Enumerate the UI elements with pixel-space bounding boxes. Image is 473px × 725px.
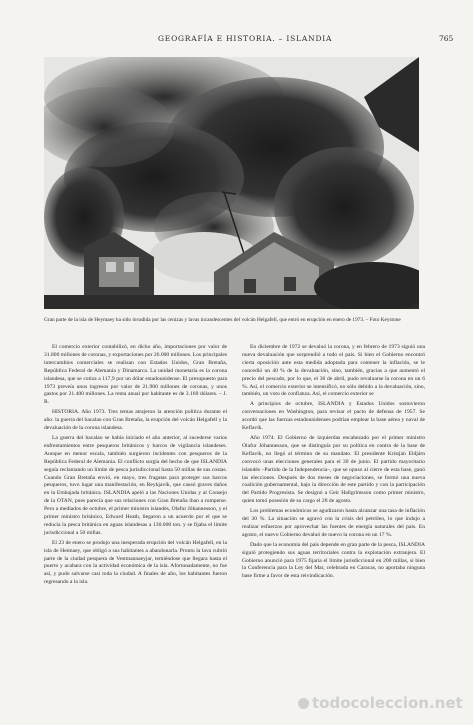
page-number: 765 — [439, 34, 454, 43]
volcano-photo-illustration — [44, 57, 419, 309]
paragraph: La guerra del bacalao se había iniciado el año anterior, al sucederse varios enfrentamientos entre pesqueros británicos y barcos de vigilancia islandeses. Aunque en menor escala, también surgieron incidentes con pesqueros de la República Federal de Alemania. El conflicto surgía del hecho de que ISLANDIA seguía reclamando un límite de pesca jurisdiccional hasta 50 millas de sus costas. Cuando Gran Bretaña envió, en mayo, tres fragatas para proteger sus barcos pesqueros, tuvo lugar una manifestación, en Reykjavík, que causó graves daños en la Embajada británica. ISLANDIA apeló a las Naciones Unidas y al Consejo de la OTAN, pues parecía que sus relaciones con Gran Bretaña iban a romperse. Pero a mediados de octubre, el primer ministro islandés, Olafur Jóhannesson, y el primer ministro británico, Edward Heath, llegaron a un acuerdo por el que se reducía la pesca británica en aguas islandesas a 130.000 ton. y se fijaba el límite jurisdiccional a 50 millas. — [44, 434, 227, 536]
left-column — [44, 344, 227, 589]
paragraph: A principios de octubre, ISLANDIA y Estados Unidos sostuvieron conversaciones en Washington, para revisar el pacto de defensa de 1957. Se acordó que las fuerzas estadounidenses podrían emplear la base aérea y naval de Keflavík. — [242, 401, 425, 432]
watermark — [298, 694, 463, 712]
paragraph: El 23 de enero se produjo una inesperada erupción del volcán Helgafell, en la isla de Heimaey, que obligó a sus habitantes a abandonarla. Pronto la lava cubrió parte de la ciudad pesquera de Vestmannaeyjar, temiéndose que llegara hasta el puerto y acabara con la actividad económica de la isla. Afortunadamente, no fue así, y pudo salvarse casi toda la ciudad. A finales de año, los habitantes fueron regresando a la isla. — [44, 539, 227, 586]
volcano-photo — [44, 57, 419, 309]
paragraph: HISTORIA. Año 1973. Tres temas atrajeron la atención política durante el año: la guerra del bacalao con Gran Bretaña, la erupción del volcán Helgafell y la devaluación de la corona islandesa. — [44, 409, 227, 432]
running-header: GEOGRAFÍA E HISTORIA. – ISLANDIA — [158, 34, 333, 43]
paragraph: Dado que la economía del país depende en gran parte de la pesca, ISLANDIA siguió protegiendo sus aguas territoriales contra la explotación extranjera. El Gobierno anunció para 1975 fijaría el límite jurisdiccional en 200 millas, si bien la Conferencia para la Ley del Mar, celebrada en Caracas, no aportaba ninguna base firme a favor de esta reivindicación. — [242, 541, 425, 580]
right-column — [242, 344, 425, 583]
watermark-text: todocoleccion.net — [312, 694, 463, 712]
paragraph: Año 1974. El Gobierno de izquierdas encabezado por el primer ministro Olafur Jóhannesson, que se distinguía por su política en contra de la base de Keflavík, no llegó al término de su mandato. El presidente Kristján Eldjárn convocó unas elecciones generales para el 30 de junio. El partido mayoritario islandés –Partido de la Independencia–, que se opuso al cierre de esta base, ganó las elecciones. Después de dos meses de negociaciones, se formó una nueva coalición gubernamental, bajo la dirección de este partido y con la participación del Partido Progresista. Se designó a Geir Hallgrímsson como primer ministro, quien tomó posesión de su cargo el 28 de agosto. — [242, 434, 425, 505]
paragraph: El comercio exterior contabilizó, en dicho año, importaciones por valor de 31.800 millones de coronas, y exportaciones por 26.000 millones. Los principales intercambios comerciales se realizan con Estados Unidos, Gran Bretaña, República Federal de Alemania y Dinamarca. La unidad monetaria es la corona islandesa, que se cotiza a 117,9 por un dólar estadounidense. El presupuesto para 1973 preveía unos ingresos por valor de 21.900 millones de coronas, y unos gastos por 21.400 millones. La renta anual por habitante es de 3.160 dólares. – J. R. — [44, 344, 228, 406]
paragraph: En diciembre de 1972 se devaluó la corona, y en febrero de 1973 siguió una nueva devaluación que sorprendió a todo el país. Si bien el Gobierno encontró cierta oposición ante esta medida adoptada para contener la inflación, se le concedió un 40 % de la devaluación, sino, también, gracias a que aumentó el precio del pescado, por lo que, el 30 de abril, pudo revaluarse la corona en un 6 %. Así, el comercio exterior se intensificó, no sólo debido a la devaluación, sino, también, un voto de confianza. Así, el comercio exterior se — [242, 344, 425, 398]
photo-caption: Gran parte de la isla de Heymaey ha sido invadida por las cenizas y lavas incandescentes del volcán Helgafell, que entró en erupción en enero de 1973. – Foto Keystone — [44, 317, 401, 323]
watermark-dot-icon — [298, 698, 309, 709]
paragraph: Los problemas económicos se agudizaron hasta alcanzar una tasa de inflación del 30 %. La situación se agravó con la crisis del petróleo, lo que indujo a realizar esfuerzos por aprovechar las fuentes de energía naturales del país. En agosto, el nuevo Gobierno devaluó de nuevo la corona en un 17 %. — [242, 508, 425, 538]
